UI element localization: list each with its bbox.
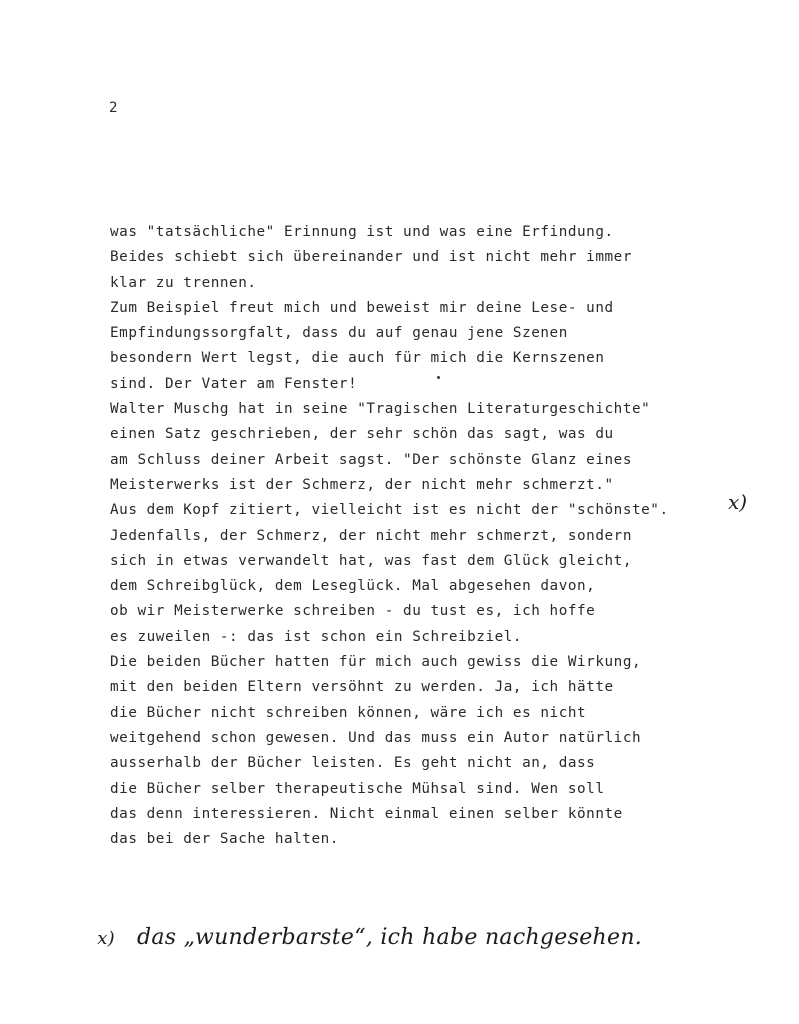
body-line: Zum Beispiel freut mich und beweist mir deine Lese- und: [110, 299, 614, 316]
body-line: ausserhalb der Bücher leisten. Es geht nicht an, dass: [110, 755, 596, 772]
body-line: das denn interessieren. Nicht einmal einen selber könnte: [110, 805, 623, 822]
body-line: was "tatsächliche" Erinnung ist und was eine Erfindung.: [110, 224, 614, 240]
body-line: sich in etwas verwandelt hat, was fast dem Glück gleicht,: [110, 552, 632, 569]
margin-annotation: x): [728, 490, 748, 514]
footnote-marker: x): [97, 928, 115, 949]
body-line: klar zu trennen.: [110, 274, 257, 291]
body-line: Aus dem Kopf zitiert, vielleicht ist es nicht der "schönste".: [110, 502, 669, 519]
page-number: 2: [109, 100, 118, 116]
letter-body: [110, 220, 750, 852]
body-line: es zuweilen -: das ist schon ein Schreibziel.: [110, 628, 523, 645]
body-line: die Bücher selber therapeutische Mühsal sind. Wen soll: [110, 780, 605, 797]
body-line: Beides schiebt sich übereinander und ist nicht mehr immer: [110, 249, 632, 266]
footnote-text: das „wunderbarste“, ich habe nachgesehen.: [136, 925, 643, 950]
body-line: Meisterwerks ist der Schmerz, der nicht mehr schmerzt.": [110, 476, 614, 493]
body-line: mit den beiden Eltern versöhnt zu werden. Ja, ich hätte: [110, 679, 614, 696]
body-line: besondern Wert legst, die auch für mich die Kernszenen: [110, 350, 605, 367]
body-line: Empfindungssorgfalt, dass du auf genau jene Szenen: [110, 325, 568, 342]
body-line: Jedenfalls, der Schmerz, der nicht mehr schmerzt, sondern: [110, 527, 632, 544]
body-line: Walter Muschg hat in seine "Tragischen Literaturgeschichte": [110, 401, 651, 418]
body-line: die Bücher nicht schreiben können, wäre ich es nicht: [110, 704, 587, 721]
body-line: Die beiden Bücher hatten für mich auch gewiss die Wirkung,: [110, 654, 642, 671]
body-line: das bei der Sache halten.: [110, 831, 339, 848]
stray-ink-dot: [437, 376, 440, 379]
body-line: sind. Der Vater am Fenster!: [110, 375, 358, 392]
body-line: ob wir Meisterwerke schreiben - du tust es, ich hoffe: [110, 603, 596, 620]
body-line: einen Satz geschrieben, der sehr schön das sagt, was du: [110, 426, 614, 443]
body-line: am Schluss deiner Arbeit sagst. "Der schönste Glanz eines: [110, 451, 632, 468]
body-line: weitgehend schon gewesen. Und das muss ein Autor natürlich: [110, 729, 642, 746]
handwritten-footnote: [68, 900, 642, 975]
body-line: dem Schreibglück, dem Leseglück. Mal abgesehen davon,: [110, 578, 596, 595]
